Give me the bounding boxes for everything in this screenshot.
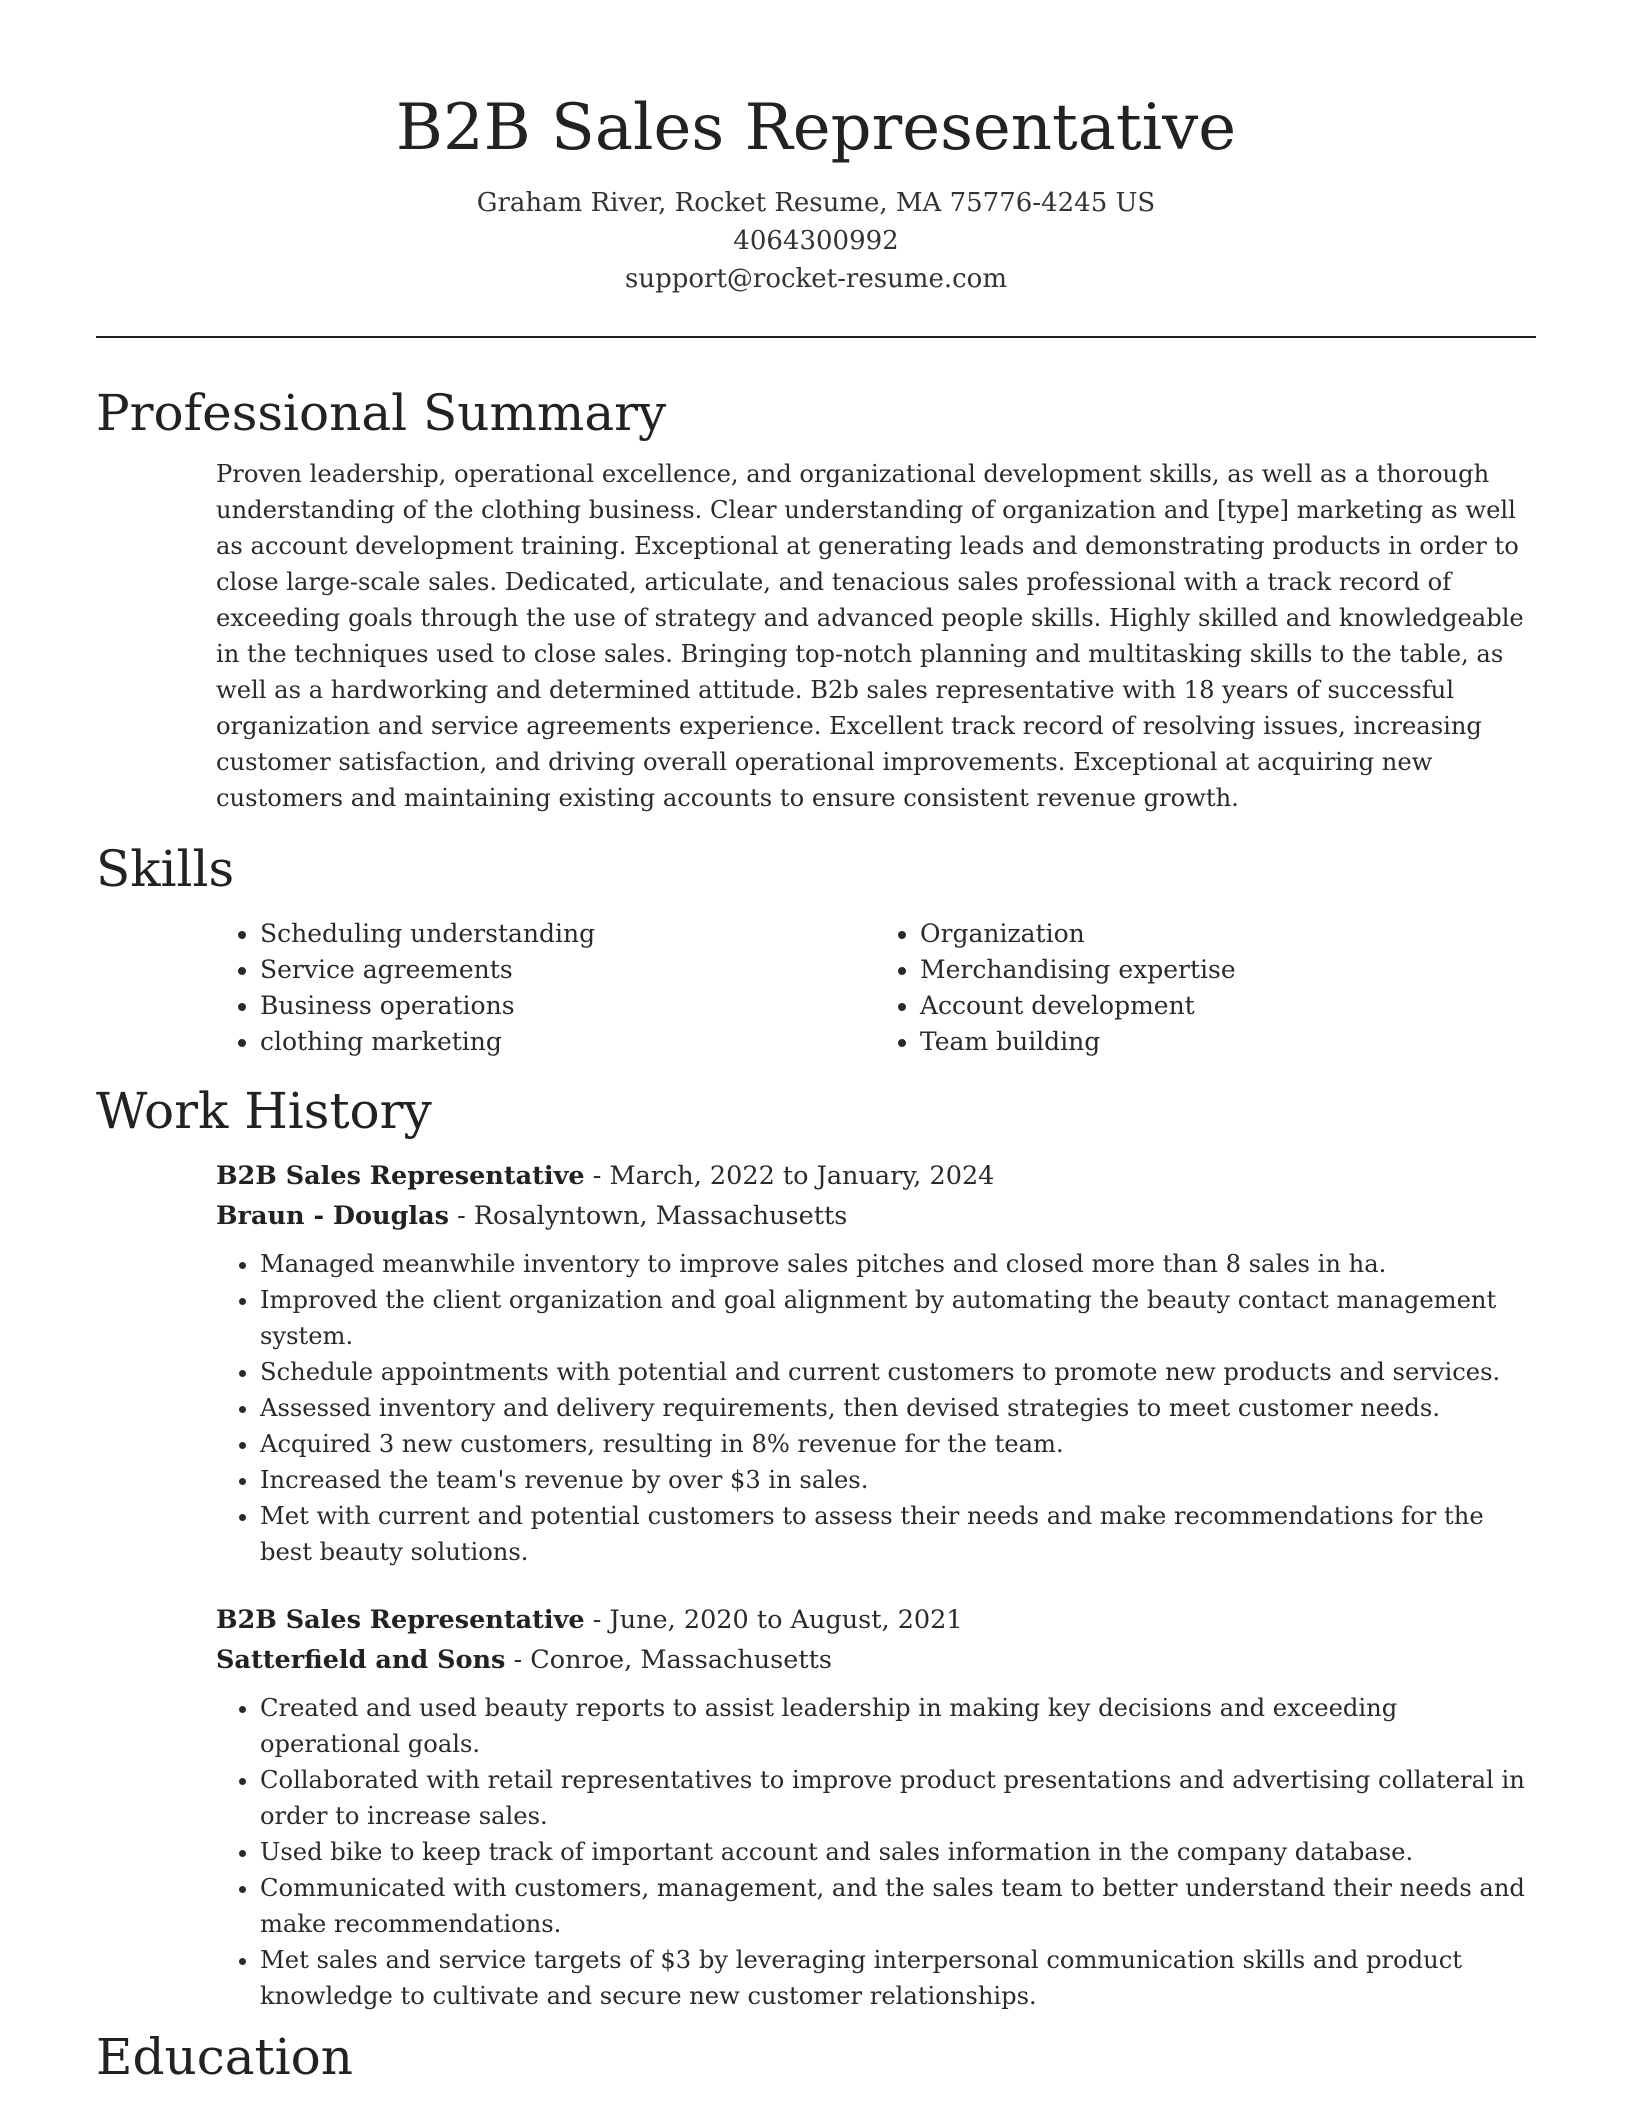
duty-item: • Met sales and service targets of $3 by leveraging interpersonal communication skills and product knowledge to cultivate and secure new customer relationships. xyxy=(260,1942,1536,2014)
job-title: B2B Sales Representative xyxy=(216,1605,585,1635)
job-dates: - March, 2022 to January, 2024 xyxy=(584,1161,995,1191)
skill-item: • Business operations xyxy=(260,988,876,1024)
skills-section xyxy=(96,836,1536,1060)
duty-item: • Met with current and potential customers to assess their needs and make recommendations for the best beauty solutions. xyxy=(260,1498,1536,1570)
skill-item: • Account development xyxy=(920,988,1536,1024)
duty-item: • Communicated with customers, management, and the sales team to better understand their needs and make recommendations. xyxy=(260,1870,1536,1942)
job-entry xyxy=(216,1156,1536,1570)
work-history-heading: Work History xyxy=(96,1082,432,1140)
skill-item: • Scheduling understanding xyxy=(260,916,876,952)
job-title-line xyxy=(216,1600,1536,1640)
skill-item: • Team building xyxy=(920,1024,1536,1060)
contact-phone: 4064300992 xyxy=(733,226,899,256)
job-company-line xyxy=(216,1196,1536,1236)
education-section xyxy=(96,2024,1536,2090)
skill-item: • Service agreements xyxy=(260,952,876,988)
skills-heading: Skills xyxy=(96,840,235,898)
skills-grid xyxy=(216,916,1536,1060)
job-duties xyxy=(216,1246,1536,1570)
summary-text: Proven leadership, operational excellence, and organizational development skills, as well as a thorough understanding of the clothing business. Clear understanding of organization and [type] marketing as well as account development training. Exceptional at generating leads and demonstrating products in order to close large-scale sales. Dedicated, articulate, and tenacious sales professional with a track record of exceeding goals through the use of strategy and advanced people skills. Highly skilled and knowledgeable in the techniques used to close sales. Bringing top-notch planning and multitasking skills to the table, as well as a hardworking and determined attitude. B2b sales representative with 18 years of successful organization and service agreements experience. Excellent track record of resolving issues, increasing customer satisfaction, and driving overall operational improvements. Exceptional at acquiring new customers and maintaining existing accounts to ensure consistent revenue growth. xyxy=(216,460,1524,812)
skill-item: • clothing marketing xyxy=(260,1024,876,1060)
skills-list-left xyxy=(216,916,876,1060)
job-company: Braun - Douglas xyxy=(216,1201,449,1231)
job-entry xyxy=(216,1600,1536,2014)
skill-item: • Merchandising expertise xyxy=(920,952,1536,988)
duty-item: • Assessed inventory and delivery requirements, then devised strategies to meet customer needs. xyxy=(260,1390,1536,1426)
duty-item: • Collaborated with retail representatives to improve product presentations and advertising collateral in order to increase sales. xyxy=(260,1762,1536,1834)
duty-item: • Managed meanwhile inventory to improve sales pitches and closed more than 8 sales in ha. xyxy=(260,1246,1536,1282)
work-history-section xyxy=(96,1078,1536,2014)
duty-item: • Schedule appointments with potential and current customers to promote new products and services. xyxy=(260,1354,1536,1390)
job-location: - Conroe, Massachusetts xyxy=(505,1645,832,1675)
resume-title: B2B Sales Representative xyxy=(395,91,1237,165)
duty-item: • Improved the client organization and goal alignment by automating the beauty contact management system. xyxy=(260,1282,1536,1354)
education-heading: Education xyxy=(96,2028,353,2086)
job-location: - Rosalyntown, Massachusetts xyxy=(449,1201,848,1231)
job-dates: - June, 2020 to August, 2021 xyxy=(584,1605,963,1635)
contact-block xyxy=(96,184,1536,298)
job-company: Satterfield and Sons xyxy=(216,1645,506,1675)
skill-item: • Organization xyxy=(920,916,1536,952)
contact-address: Graham River, Rocket Resume, MA 75776-4245 US xyxy=(476,188,1156,218)
job-title: B2B Sales Representative xyxy=(216,1161,585,1191)
job-title-line xyxy=(216,1156,1536,1196)
skills-list-right xyxy=(876,916,1536,1060)
duty-item: • Used bike to keep track of important account and sales information in the company database. xyxy=(260,1834,1536,1870)
contact-email: support@rocket-resume.com xyxy=(624,264,1007,294)
resume-page xyxy=(96,0,1536,2090)
summary-section xyxy=(96,380,1536,816)
job-duties xyxy=(216,1690,1536,2014)
job-company-line xyxy=(216,1640,1536,1680)
header-divider xyxy=(96,336,1536,338)
summary-heading: Professional Summary xyxy=(96,384,667,442)
duty-item: • Created and used beauty reports to assist leadership in making key decisions and exceeding operational goals. xyxy=(260,1690,1536,1762)
duty-item: • Increased the team's revenue by over $3 in sales. xyxy=(260,1462,1536,1498)
resume-header xyxy=(96,0,1536,298)
duty-item: • Acquired 3 new customers, resulting in 8% revenue for the team. xyxy=(260,1426,1536,1462)
